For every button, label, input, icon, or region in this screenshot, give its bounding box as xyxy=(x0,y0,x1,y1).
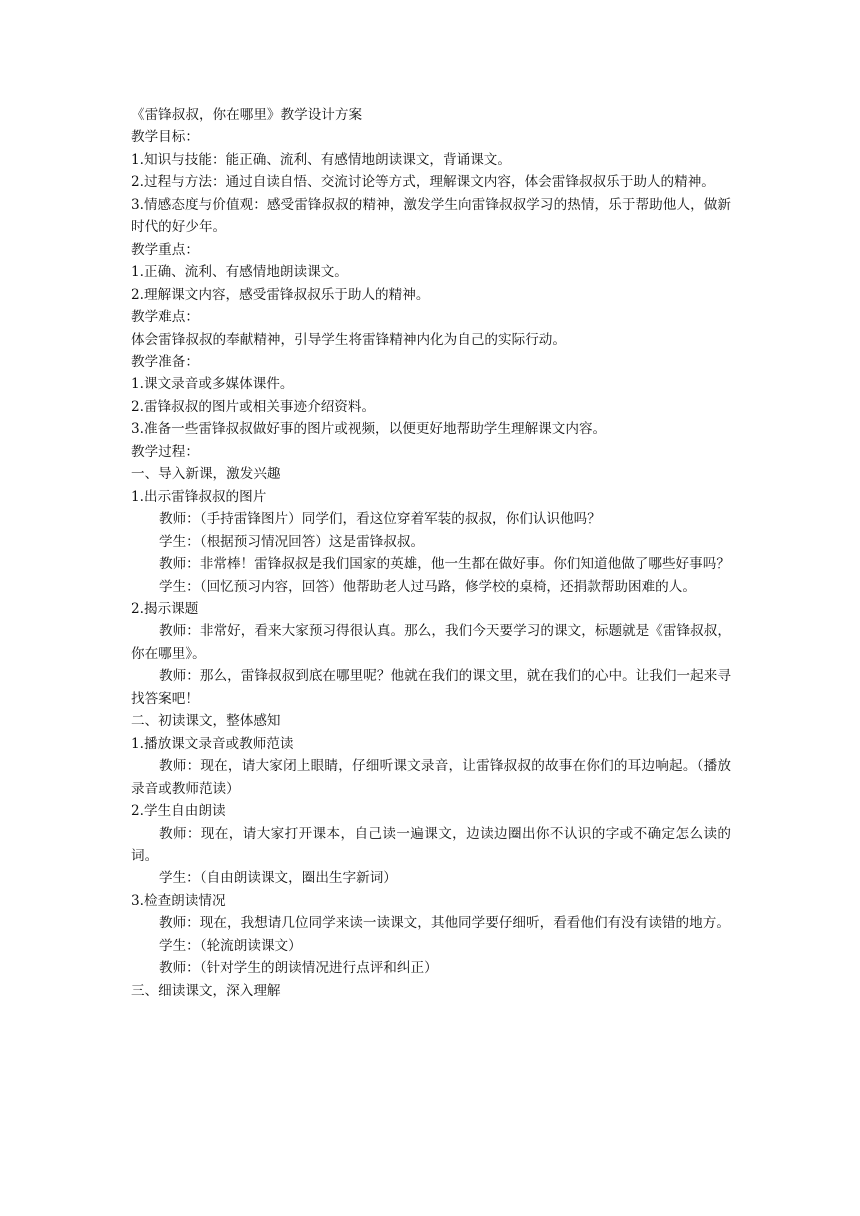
paragraph: 3.准备一些雷锋叔叔做好事的图片或视频，以便更好地帮助学生理解课文内容。 xyxy=(131,421,607,438)
paragraph: 2.雷锋叔叔的图片或相关事迹介绍资料。 xyxy=(131,398,376,415)
paragraph: 教师：非常棒！雷锋叔叔是我们国家的英雄，他一生都在做好事。你们知道他做了哪些好事吗？ xyxy=(159,556,730,573)
paragraph: 2.学生自由朗读 xyxy=(131,803,226,820)
paragraph: 1.正确、流利、有感情地朗读课文。 xyxy=(131,264,348,281)
paragraph: 教学准备： xyxy=(131,353,199,370)
paragraph: 2.揭示课题 xyxy=(131,600,199,617)
paragraph: 1.出示雷锋叔叔的图片 xyxy=(131,488,267,505)
paragraph: 学生：（回忆预习内容，回答）他帮助老人过马路，修学校的桌椅，还捐款帮助困难的人。 xyxy=(159,578,696,595)
paragraph: 教师：那么，雷锋叔叔到底在哪里呢？他就在我们的课文里，就在我们的心中。让我们一起来寻找答案吧！ xyxy=(131,668,731,707)
paragraph: 3.检查朗读情况 xyxy=(131,892,226,909)
paragraph: 体会雷锋叔叔的奉献精神，引导学生将雷锋精神内化为自己的实际行动。 xyxy=(131,331,566,348)
paragraph: 3.情感态度与价值观：感受雷锋叔叔的精神，激发学生向雷锋叔叔学习的热情，乐于帮助他人，做新时代的好少年。 xyxy=(131,196,731,236)
paragraph: 教学重点： xyxy=(131,241,199,258)
paragraph: 教学过程： xyxy=(131,443,199,460)
paragraph: 学生：（自由朗读课文，圈出生字新词） xyxy=(159,870,397,887)
paragraph: 1.播放课文录音或教师范读 xyxy=(131,735,294,752)
paragraph: 教师：现在，我想请几位同学来读一读课文，其他同学要仔细听，看看他们有没有读错的地方。 xyxy=(159,915,730,932)
document-title: 《雷锋叔叔，你在哪里》教学设计方案 xyxy=(131,107,363,123)
paragraph: 二、初读课文，整体感知 xyxy=(131,713,281,730)
paragraph: 教师：现在，请大家闭上眼睛，仔细听课文录音，让雷锋叔叔的故事在你们的耳边响起。（播放录音或教师范读） xyxy=(131,758,731,797)
paragraph: 教师：现在，请大家打开课本，自己读一遍课文，边读边圈出你不认识的字或不确定怎么读的词。 xyxy=(131,825,731,864)
paragraph: 1.课文录音或多媒体课件。 xyxy=(131,376,294,393)
paragraph: 教师：（手持雷锋图片）同学们，看这位穿着军装的叔叔，你们认识他吗？ xyxy=(159,511,601,528)
paragraph: 1.知识与技能：能正确、流利、有感情地朗读课文，背诵课文。 xyxy=(131,151,511,168)
document-body xyxy=(131,104,731,1002)
paragraph: 2.过程与方法：通过自读自悟、交流讨论等方式，理解课文内容，体会雷锋叔叔乐于助人的精神。 xyxy=(131,174,715,191)
paragraph: 学生：（轮流朗读课文） xyxy=(159,937,302,954)
paragraph: 教师：非常好，看来大家预习得很认真。那么，我们今天要学习的课文，标题就是《雷锋叔叔，你在哪里》。 xyxy=(131,623,731,662)
paragraph: 三、细读课文，深入理解 xyxy=(131,982,281,999)
paragraph: 学生：（根据预习情况回答）这是雷锋叔叔。 xyxy=(159,533,425,550)
paragraph: 教学目标： xyxy=(131,129,199,146)
paragraph: 教师：（针对学生的朗读情况进行点评和纠正） xyxy=(159,960,438,977)
paragraph: 一、导入新课，激发兴趣 xyxy=(131,466,281,483)
paragraph: 教学难点： xyxy=(131,309,199,326)
paragraph: 2.理解课文内容，感受雷锋叔叔乐于助人的精神。 xyxy=(131,286,430,303)
